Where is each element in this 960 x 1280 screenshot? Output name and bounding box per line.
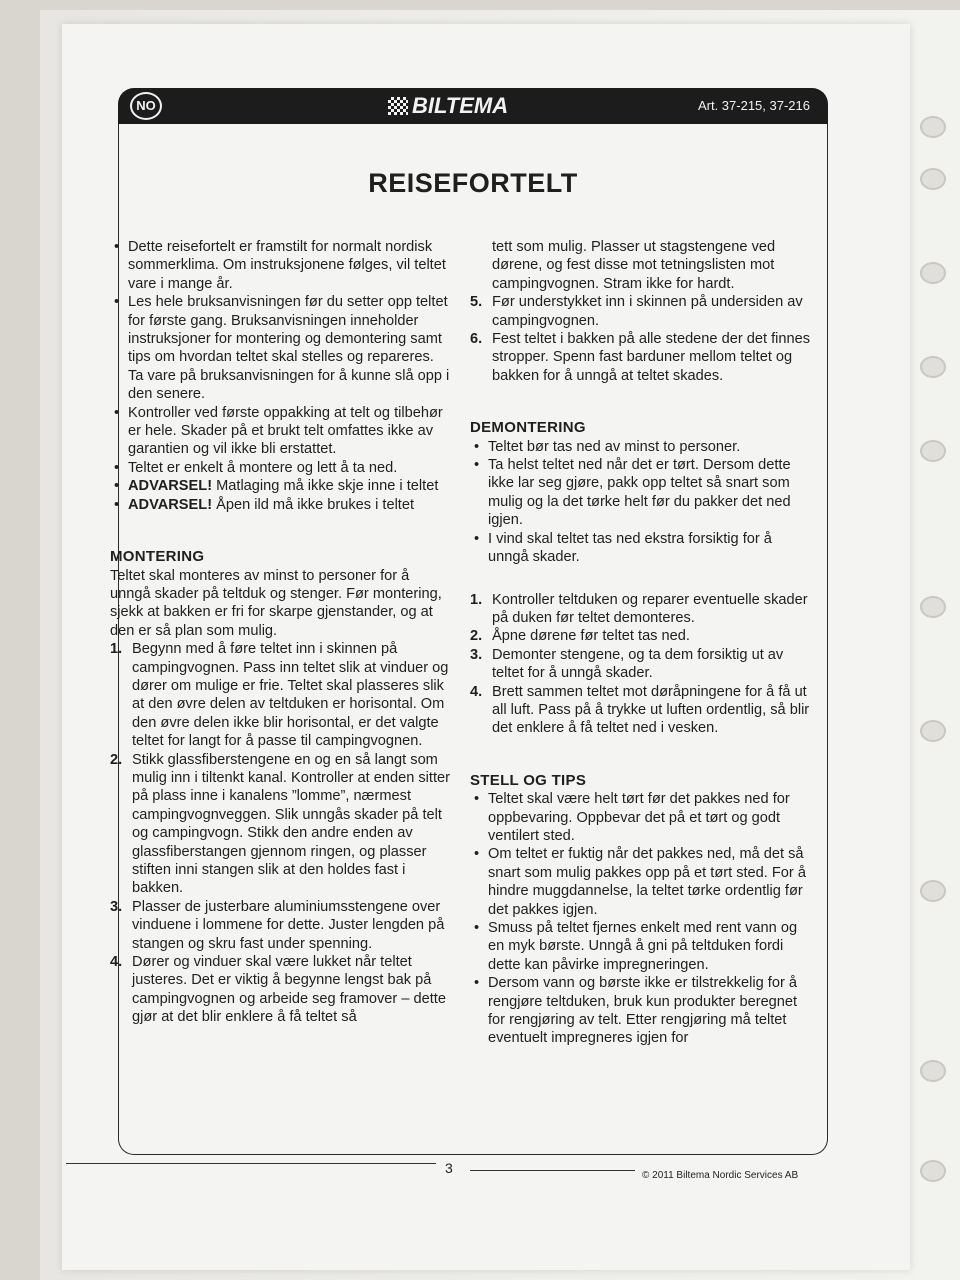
- list-item: • Teltet er enkelt å montere og lett å ta ned.: [110, 459, 450, 477]
- footer-rule: [470, 1170, 635, 1171]
- binder-hole: [920, 1060, 946, 1082]
- list-item: • Dersom vann og børste ikke er tilstrekkelig for å rengjøre teltduken, bruk kun produkter beregnet for rengjøring av telt. Etter rengjøring må teltet eventuelt impregneres igjen for: [470, 974, 816, 1048]
- montering-continued: [470, 238, 816, 385]
- language-badge: NO: [130, 92, 162, 120]
- step-number: 3.: [110, 898, 123, 915]
- warning-text: Åpen ild må ikke brukes i teltet: [212, 496, 415, 513]
- list-item: • Ta helst teltet ned når det er tørt. Dersom dette ikke lar seg gjøre, pakk opp teltet så snart som mulig og la det tørke helt før du pakker det ned igjen.: [470, 456, 816, 530]
- demontering-steps: [470, 591, 816, 738]
- step-text: Stikk glassfiberstengene en og en så langt som mulig inn i tiltenkt kanal. Kontroller at enden sitter på plass inne i kanalens ”lomme”, nærmest campingvognveggen. Slik unngås skader på telt og campingvogn. Stikk den andre enden av glassfiberstangen gjennom ringen, og plasser stiften inni stangen slik at den holdes fast i bakken.: [132, 751, 450, 897]
- warning-item: [110, 496, 450, 514]
- list-item: [470, 627, 816, 645]
- montering-steps: [110, 640, 450, 1027]
- page-title: REISEFORTELT: [368, 168, 578, 198]
- binder-holes: [912, 0, 952, 1280]
- step-text: Brett sammen teltet mot døråpningene for å få ut all luft. Pass på å trykke ut luften ordentlig, så blir det enklere å få teltet ned i vesken.: [492, 683, 810, 737]
- step-text: Plasser de justerbare aluminiumsstengene over vinduene i lommene for dette. Juster lengden på stangen og skru fast under spenning.: [132, 898, 445, 952]
- right-column: [470, 238, 816, 1048]
- header-bar: [118, 88, 828, 124]
- brand-name: BILTEMA: [412, 93, 509, 118]
- montering-intro: Teltet skal monteres av minst to personer for å unngå skader på teltduk og stenger. Før montering, sjekk at bakken er fri for skarpe gjenstander, og at den er så plan som mulig.: [110, 567, 442, 639]
- binder-hole: [920, 1160, 946, 1182]
- list-item: • Dette reisefortelt er framstilt for normalt nordisk sommerklima. Om instruksjonene følges, vil teltet vare i mange år.: [110, 238, 450, 293]
- list-item: [470, 238, 816, 293]
- binder-hole: [920, 356, 946, 378]
- list-item: • I vind skal teltet tas ned ekstra forsiktig for å unngå skader.: [470, 530, 816, 567]
- step-number: 1.: [470, 591, 483, 608]
- list-item: [470, 293, 816, 330]
- warning-label: ADVARSEL!: [128, 496, 213, 513]
- list-item: [470, 646, 816, 683]
- demontering-heading: DEMONTERING: [470, 419, 586, 437]
- binder-hole: [920, 262, 946, 284]
- list-item: [110, 751, 450, 898]
- left-column: [110, 238, 450, 1027]
- list-item: • Smuss på teltet fjernes enkelt med rent vann og en myk børste. Unngå å gni på teltduken fordi dette kan påvirke impregneringen.: [470, 919, 816, 974]
- list-item: • Om teltet er fuktig når det pakkes ned, må det så snart som mulig pakkes opp på et tørt sted. For å hindre muggdannelse, la teltet tørke ordentlig før det pakkes igjen.: [470, 845, 816, 919]
- step-text: Begynn med å føre teltet inn i skinnen på campingvognen. Pass inn teltet slik at vinduer og dører om mulige er frie. Teltet skal plasseres slik at den øvre delen av teltduken er horisontal. Om den øvre delen ikke blir horisontal, er det valgte teltet for langt for å passe til campingvognen.: [132, 641, 449, 750]
- article-number: Art. 37-215, 37-216: [697, 98, 810, 113]
- step-number: 2.: [470, 628, 483, 645]
- list-item: [470, 330, 816, 385]
- step-text: Kontroller teltduken og reparer eventuelle skader på duken før teltet demonteres.: [492, 591, 808, 626]
- checkered-flag-icon: [388, 97, 408, 115]
- binder-hole: [920, 168, 946, 190]
- list-item: • Les hele bruksanvisningen før du setter opp teltet for første gang. Bruksanvisningen inneholder instruksjoner for montering og demontering samt tips om hvordan teltet skal stelles og repareres. Ta vare på bruksanvisningen for å kunne slå opp i den senere.: [110, 293, 450, 403]
- list-item: [110, 953, 450, 1027]
- footer-rule: [66, 1163, 436, 1164]
- list-item: • Teltet skal være helt tørt før det pakkes ned for oppbevaring. Oppbevar det på et tørt og godt ventilert sted.: [470, 790, 816, 845]
- step-text: Dører og vinduer skal være lukket når teltet justeres. Det er viktig å begynne lengst bak på campingvognen og arbeide seg framover – dette gjør at det blir enklere å få teltet så: [132, 954, 446, 1026]
- step-text: Før understykket inn i skinnen på undersiden av campingvognen.: [492, 294, 803, 329]
- step-number: 4.: [470, 683, 483, 700]
- step-number: 5.: [470, 294, 483, 311]
- list-item: [470, 683, 816, 738]
- list-item: [110, 898, 450, 953]
- list-item: [470, 591, 816, 628]
- intro-list: [110, 238, 450, 514]
- step-number: 1.: [110, 641, 123, 658]
- demontering-bullets: [470, 438, 816, 567]
- list-item: • Teltet bør tas ned av minst to personer.: [470, 438, 816, 456]
- brand-logo: [388, 93, 508, 119]
- stell-heading: STELL OG TIPS: [470, 771, 587, 789]
- binder-hole: [920, 720, 946, 742]
- warning-label: ADVARSEL!: [128, 478, 213, 495]
- list-item: [110, 640, 450, 750]
- binder-hole: [920, 596, 946, 618]
- copyright: © 2011 Biltema Nordic Services AB: [642, 1170, 799, 1181]
- montering-heading: MONTERING: [110, 548, 205, 566]
- step-number: 4.: [110, 954, 123, 971]
- binder-hole: [920, 880, 946, 902]
- step-number: 3.: [470, 646, 483, 663]
- step-number: 2.: [110, 751, 123, 768]
- step-text: Åpne dørene før teltet tas ned.: [492, 628, 690, 645]
- page-number: 3: [445, 1160, 453, 1176]
- step-text: tett som mulig. Plasser ut stagstengene ved dørene, og fest disse mot tetningslisten mot campingvognen. Stram ikke for hardt.: [492, 239, 776, 292]
- step-number: 6.: [470, 331, 483, 348]
- step-text: Demonter stengene, og ta dem forsiktig ut av teltet for å unngå skader.: [492, 646, 784, 682]
- list-item: • Kontroller ved første oppakking at telt og tilbehør er hele. Skader på et brukt telt omfattes ikke av garantien og vil ikke bli erstattet.: [110, 404, 450, 459]
- stell-bullets: [470, 790, 816, 1048]
- warning-text: Matlaging må ikke skje inne i teltet: [212, 478, 439, 495]
- warning-item: [110, 477, 450, 495]
- binder-hole: [920, 440, 946, 462]
- binder-hole: [920, 116, 946, 138]
- step-text: Fest teltet i bakken på alle stedene der det finnes stropper. Spenn fast barduner mellom teltet og bakken for å unngå at teltet skades.: [492, 331, 811, 384]
